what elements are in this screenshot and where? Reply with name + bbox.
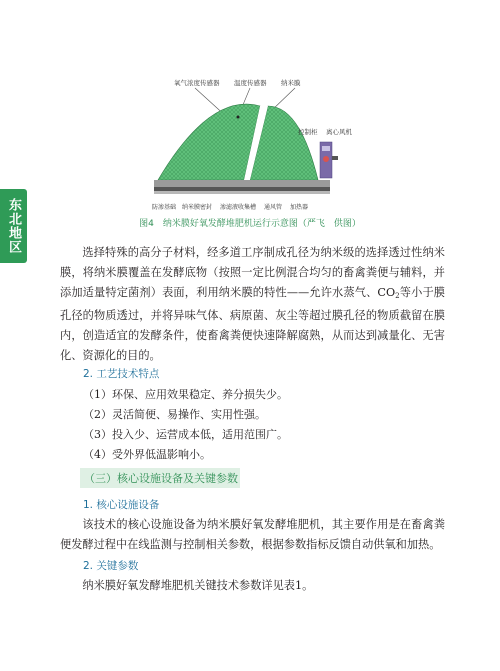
paragraph-intro-text-b: 等小于膜孔径的物质透过，并将异味气体、病原菌、灰尘等超过膜孔径的物质截留在膜内，创造适宜的发酵条件，使畜禽粪便快速降解腐熟，从而达到减量化、无害化、资源化的目的。 (60, 286, 445, 362)
paragraph-intro (60, 243, 445, 366)
sensor-dot-icon (237, 116, 240, 119)
vent-pipes (154, 187, 330, 191)
figure-caption: 图4 纳米膜好氧发酵堆肥机运行示意图（严飞 供图） (139, 219, 361, 229)
heading-process-features: 2. 工艺技术特点 (83, 368, 160, 380)
feature-item: （3）投入少、运营成本低，适用范围广。 (83, 428, 288, 441)
label-nano-membrane: 纳米膜 (281, 79, 301, 87)
paragraph-intro-text-a: 选择特殊的高分子材料，经多道工序制成孔径为纳米级的选择透过性纳米膜，将纳米膜覆盖在发酵底物（按照一定比例混合均匀的畜禽粪便与辅料，并添加适量特定菌剂）表面，利用纳米膜的特性——允许水蒸气、CO (60, 246, 445, 299)
fan-icon (323, 156, 329, 162)
feature-item: （1）环保、应用效果稳定、养分损失少。 (83, 388, 288, 401)
label-fan: 离心风机 (326, 128, 352, 136)
label-temp-sensor: 温度传感器 (234, 79, 267, 87)
section-title-bar (80, 468, 240, 488)
label-heater: 加热器 (290, 204, 309, 211)
feature-item: （4）受外界低温影响小。 (83, 448, 211, 461)
base-foundation (154, 180, 330, 187)
compost-pile (158, 104, 260, 180)
label-oxygen-sensor: 氧气浓度传感器 (174, 79, 220, 87)
label-seal: 纳米膜密封 (182, 204, 213, 211)
heading-core-equipment: 1. 核心设施设备 (83, 499, 160, 511)
label-foundation: 防渗基础 (152, 204, 177, 211)
heading-key-params: 2. 关键参数 (83, 560, 139, 572)
paragraph-core-equipment: 该技术的核心设施设备为纳米膜好氧发酵堆肥机，其主要作用是在畜禽粪便发酵过程中在线监测与控制相关参数，根据参数指标反馈自动供氧和加热。 (60, 518, 445, 551)
label-vent-pipe: 通风管 (264, 204, 283, 211)
region-side-tab-label: 东北地区 (6, 198, 21, 254)
label-leachate: 渗滤液收集槽 (220, 204, 257, 211)
composter-diagram (140, 62, 380, 222)
section-title: （三）核心设施设备及关键参数 (84, 472, 238, 485)
paragraph-key-params: 纳米膜好氧发酵堆肥机关键技术参数详见表1。 (82, 579, 314, 592)
feature-item: （2）灵活简便、易操作、实用性强。 (83, 408, 266, 421)
label-control-cabinet: 控制柜 (298, 128, 318, 136)
co2-subscript: 2 (395, 292, 400, 300)
